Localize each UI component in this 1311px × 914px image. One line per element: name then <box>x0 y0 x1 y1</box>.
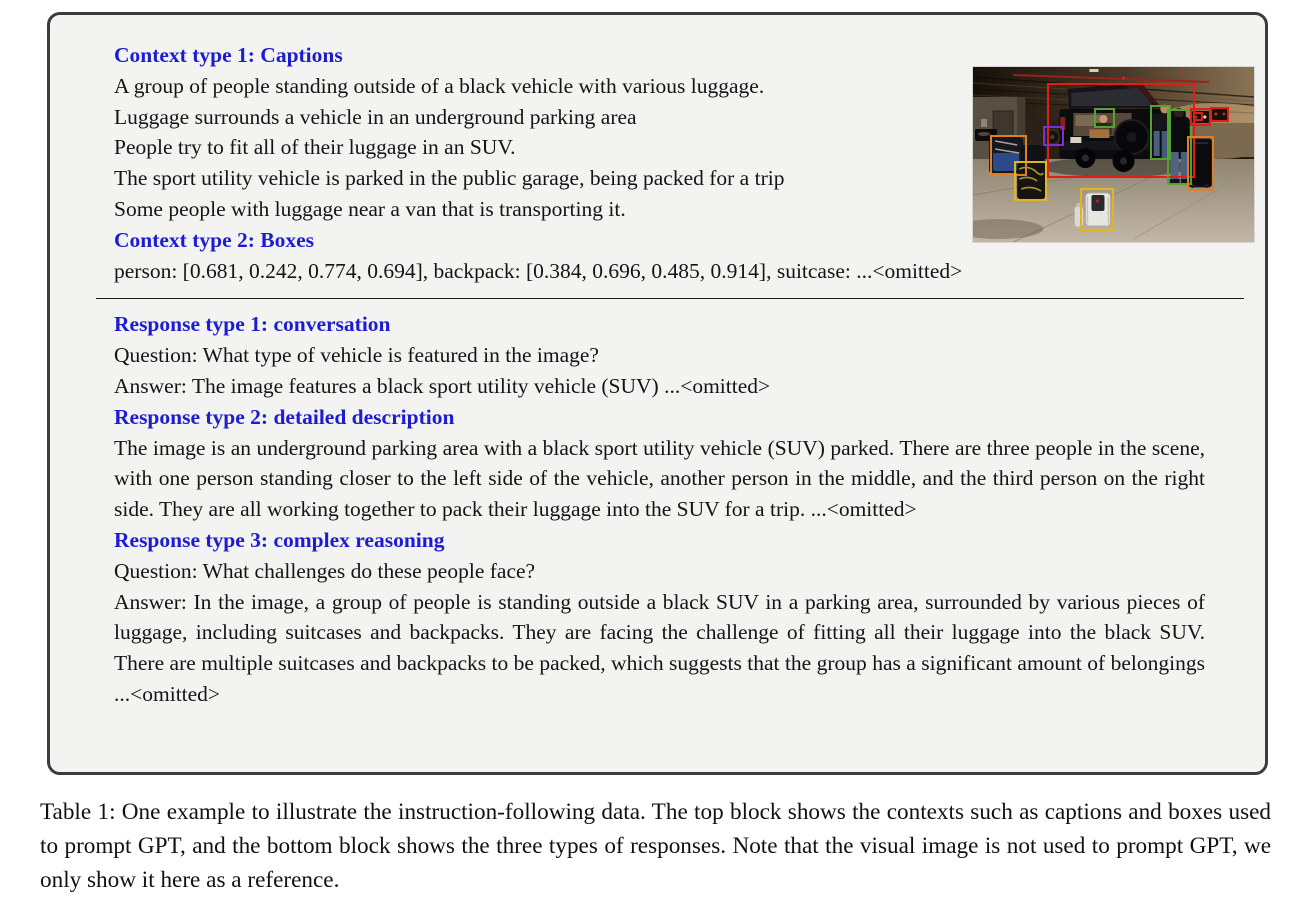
caption-line: A group of people standing outside of a black vehicle with various luggage. <box>114 73 765 98</box>
bbox-car-background-2 <box>1210 107 1229 122</box>
bbox-suitcase-right <box>1187 136 1214 191</box>
bbox-overlay <box>973 67 1254 242</box>
bbox-person-in-window <box>1094 108 1114 128</box>
boxes-line: person: [0.681, 0.242, 0.774, 0.694], backpack: [0.384, 0.696, 0.485, 0.914], suitcase: ...<omitted> <box>114 258 963 283</box>
caption-line: Some people with luggage near a van that is transporting it. <box>114 196 626 221</box>
figure-box <box>47 12 1268 775</box>
response-2-body: The image is an underground parking area with a black sport utility vehicle (SUV) parked. There are three people in the scene, with one person standing closer to the left side of the vehicle, another person in the middle, and the third person on the right side. They are all working together to pack their luggage into the SUV for a trip. ...<omitted> <box>114 435 1205 522</box>
caption-line: People try to fit all of their luggage in an SUV. <box>114 135 516 160</box>
caption-line: The sport utility vehicle is parked in the public garage, being packed for a trip <box>114 166 785 191</box>
response-type-1-header: Response type 1: conversation <box>114 312 391 337</box>
response-3-question: Question: What challenges do these people face? <box>114 558 536 583</box>
bbox-wheel-cart <box>1043 126 1064 146</box>
response-1-answer: Answer: The image features a black sport utility vehicle (SUV) ...<omitted> <box>114 373 771 398</box>
context-type-2-header: Context type 2: Boxes <box>114 227 315 252</box>
response-3-answer: Answer: In the image, a group of people is standing outside a black SUV in a parking area, surrounded by various pieces of luggage, including suitcases and backpacks. They are facing the challenge of fitting all their luggage into the black SUV. There are multiple suitcases and backpacks to be packed, which suggests that the group has a significant amount of belongings ...<omitted> <box>114 589 1205 706</box>
response-1-question: Question: What type of vehicle is featured in the image? <box>114 343 599 368</box>
bbox-backpack-center <box>1080 188 1114 231</box>
divider <box>96 298 1244 299</box>
table-caption: Table 1: One example to illustrate the instruction-following data. The top block shows the contexts such as captions and boxes used to prompt GPT, and the bottom block shows the three types of responses. Note that the visual image is not used to prompt GPT, we only show it here as a reference. <box>40 799 1271 893</box>
bbox-car-background-1-inner <box>1193 112 1203 121</box>
caption-line: Luggage surrounds a vehicle in an underground parking area <box>114 104 637 129</box>
response-type-3-header: Response type 3: complex reasoning <box>114 527 445 552</box>
bbox-bag-left <box>1014 161 1047 201</box>
context-type-1-header: Context type 1: Captions <box>114 43 343 67</box>
scene-photo <box>973 67 1254 242</box>
response-type-2-header: Response type 2: detailed description <box>114 404 455 429</box>
